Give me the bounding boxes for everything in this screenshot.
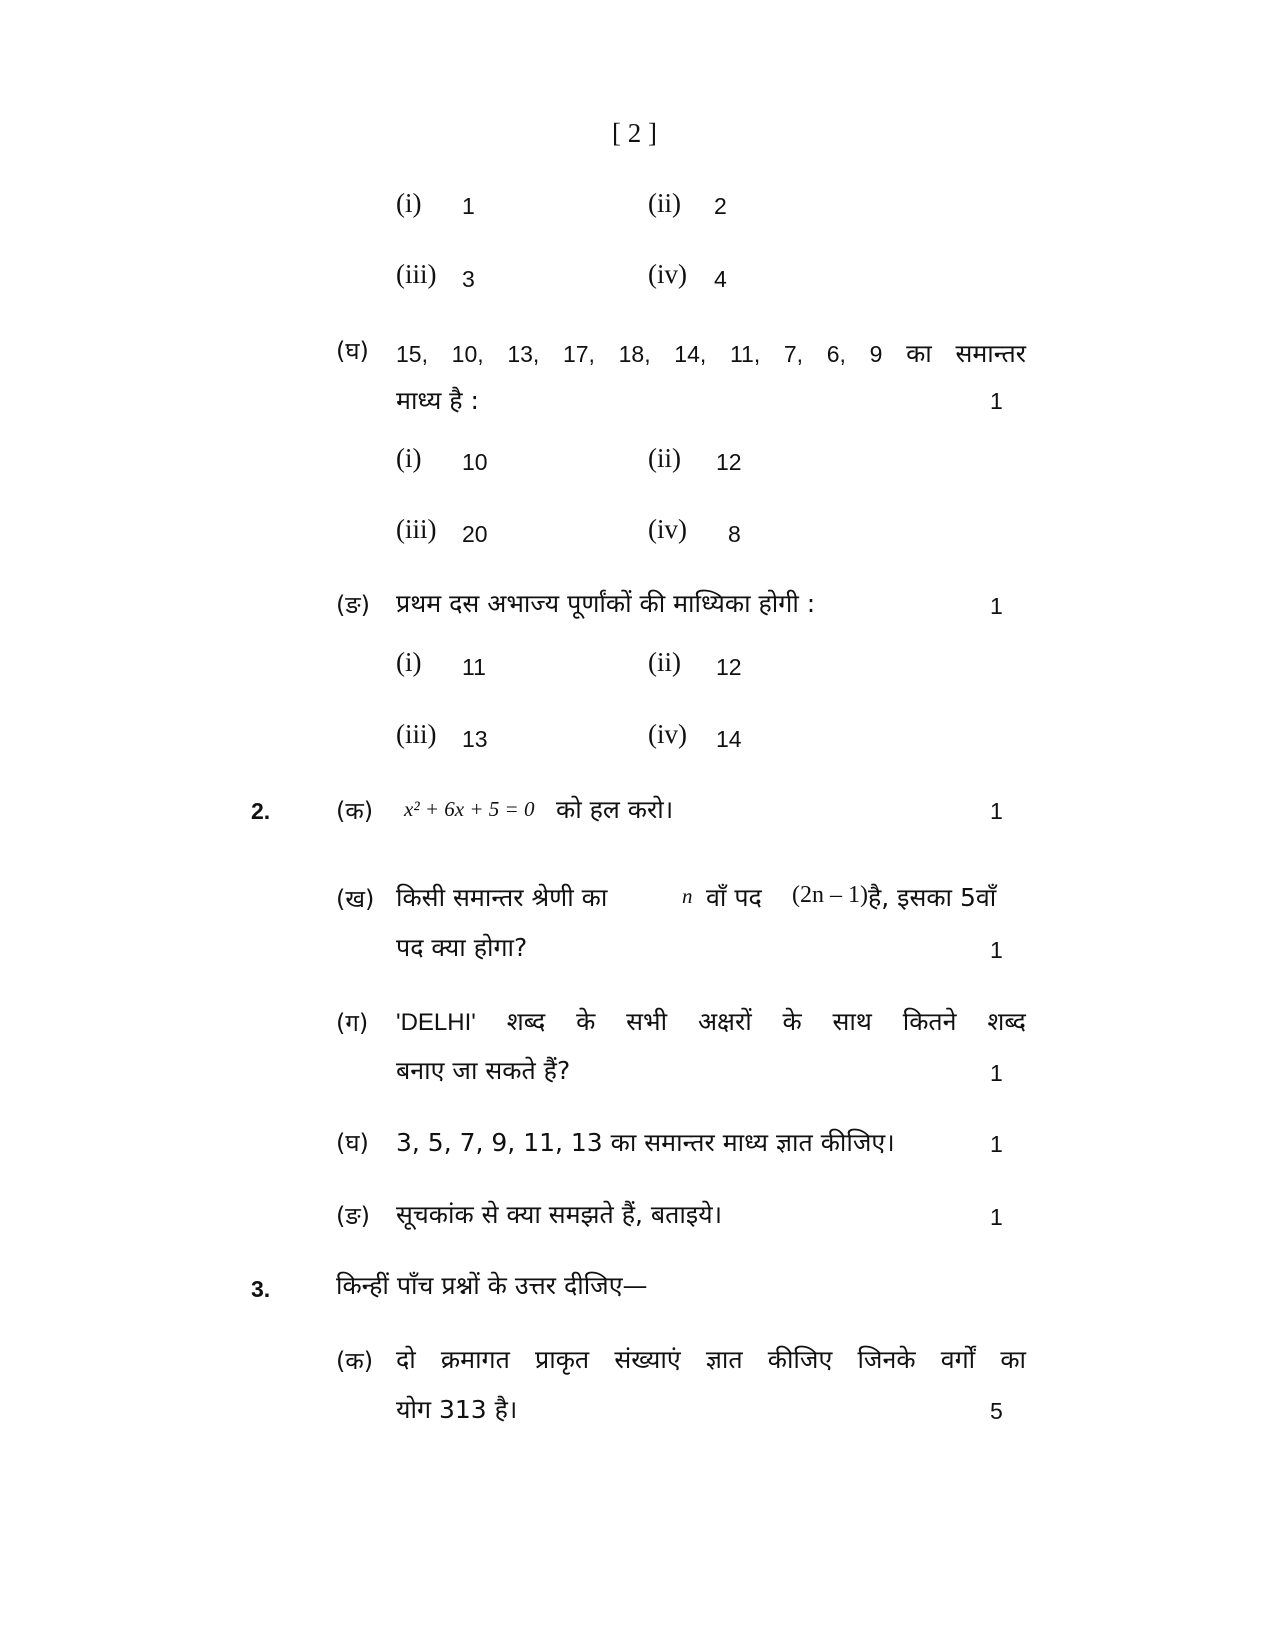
option-label: (i): [396, 443, 422, 473]
word-token: ज्ञात: [705, 1345, 743, 1374]
option-value: 10: [462, 449, 488, 475]
marks: 1: [990, 937, 1003, 963]
word-token: समान्तर: [955, 340, 1026, 368]
sub-question-label: (घ): [336, 337, 369, 365]
question-text-line: माध्य है :: [396, 386, 479, 415]
word-token: संख्याएं: [614, 1345, 681, 1374]
word-token: वर्गों: [940, 1345, 976, 1374]
question-text-line: 3, 5, 7, 9, 11, 13 का समान्तर माध्य ज्ञात कीजिए।: [396, 1128, 895, 1157]
sub-question-label: (क): [336, 1347, 374, 1375]
word-token: क्रमागत: [440, 1345, 510, 1374]
question-text-line: को हल करो।: [556, 795, 674, 824]
number-token: 17,: [562, 341, 595, 367]
number-token: 13,: [507, 341, 540, 367]
option-label: (ii): [648, 443, 681, 473]
option-value: 20: [462, 521, 488, 547]
word-token: शब्द: [987, 1007, 1026, 1036]
option-label: (iii): [396, 514, 437, 544]
number-token: 9: [869, 341, 883, 367]
sub-question-label: (क): [336, 797, 374, 825]
option-label: (iv): [648, 514, 687, 544]
expression: (2n – 1): [792, 882, 868, 908]
number-token: 6,: [826, 341, 846, 367]
word-token: का: [906, 340, 932, 368]
question-text-line: है, इसका 5वाँ: [868, 883, 997, 912]
number-token: 11,: [729, 341, 761, 367]
word-token: का: [1000, 1345, 1026, 1374]
question-text-line: प्रथम दस अभाज्य पूर्णांकों की माध्यिका होगी :: [396, 589, 816, 618]
number-token: 15,: [396, 341, 428, 367]
sub-question-label: (घ): [336, 1129, 369, 1157]
section-heading: किन्हीं पाँच प्रश्नों के उत्तर दीजिए—: [336, 1271, 648, 1300]
word-token: सभी: [626, 1007, 668, 1036]
word-token: कीजिए: [767, 1345, 833, 1374]
question-text-line: [396, 336, 1026, 370]
question-text-line: किसी समान्तर श्रेणी का: [396, 883, 608, 912]
option-label: (iii): [396, 719, 437, 749]
equation: x² + 6x + 5 = 0: [404, 797, 535, 821]
marks: 5: [990, 1398, 1003, 1424]
question-text-line: बनाए जा सकते हैं?: [396, 1056, 571, 1085]
option-label: (iv): [648, 719, 687, 749]
question-text-line: वाँ पद: [706, 883, 762, 912]
sub-question-label: (ङ): [336, 1202, 371, 1230]
word-token: जिनके: [857, 1345, 916, 1374]
number-token: 18,: [618, 341, 651, 367]
option-label: (i): [396, 188, 422, 218]
question-text-line: पद क्या होगा?: [396, 933, 528, 962]
option-label: (ii): [648, 188, 681, 218]
word-token: साथ: [832, 1007, 872, 1036]
sub-question-label: (ग): [336, 1009, 369, 1037]
word-token: कितने: [902, 1007, 957, 1036]
option-label: (i): [396, 647, 422, 677]
number-token: 7,: [783, 341, 804, 367]
variable: n: [682, 884, 693, 908]
word-token: दो: [396, 1345, 416, 1374]
option-value: 13: [462, 726, 488, 752]
marks: 1: [990, 798, 1003, 824]
word-token: के: [782, 1007, 802, 1036]
question-text-line: [396, 1342, 1026, 1376]
page-number: [ 2 ]: [612, 118, 657, 148]
question-number: 3.: [251, 1276, 271, 1302]
option-label: (iii): [396, 259, 437, 289]
option-value: 1: [462, 193, 475, 219]
question-text-line: [396, 1004, 1026, 1038]
option-value: 2: [714, 193, 727, 219]
number-token: 14,: [674, 341, 707, 367]
marks: 1: [990, 1060, 1003, 1086]
sub-question-label: (ङ): [336, 591, 371, 619]
option-value: 14: [716, 726, 742, 752]
option-label: (ii): [648, 647, 681, 677]
question-text-line: सूचकांक से क्या समझते हैं, बताइये।: [396, 1200, 723, 1229]
word-token: 'DELHI': [396, 1009, 476, 1036]
marks: 1: [990, 593, 1003, 619]
sub-question-label: (ख): [336, 885, 375, 913]
option-value: 12: [716, 654, 742, 680]
word-token: के: [576, 1007, 596, 1036]
option-label: (iv): [648, 259, 687, 289]
option-value: 12: [716, 449, 742, 475]
word-token: शब्द: [506, 1007, 546, 1036]
question-text-line: योग 313 है।: [396, 1395, 518, 1424]
word-token: अक्षरों: [697, 1007, 752, 1036]
marks: 1: [990, 388, 1003, 414]
marks: 1: [990, 1131, 1003, 1157]
option-value: 11: [462, 654, 486, 680]
option-value: 4: [714, 266, 727, 292]
option-value: 8: [728, 521, 741, 547]
option-value: 3: [462, 266, 475, 292]
word-token: प्राकृत: [535, 1345, 590, 1374]
number-token: 10,: [451, 341, 484, 367]
question-number: 2.: [251, 798, 271, 824]
marks: 1: [990, 1204, 1003, 1230]
